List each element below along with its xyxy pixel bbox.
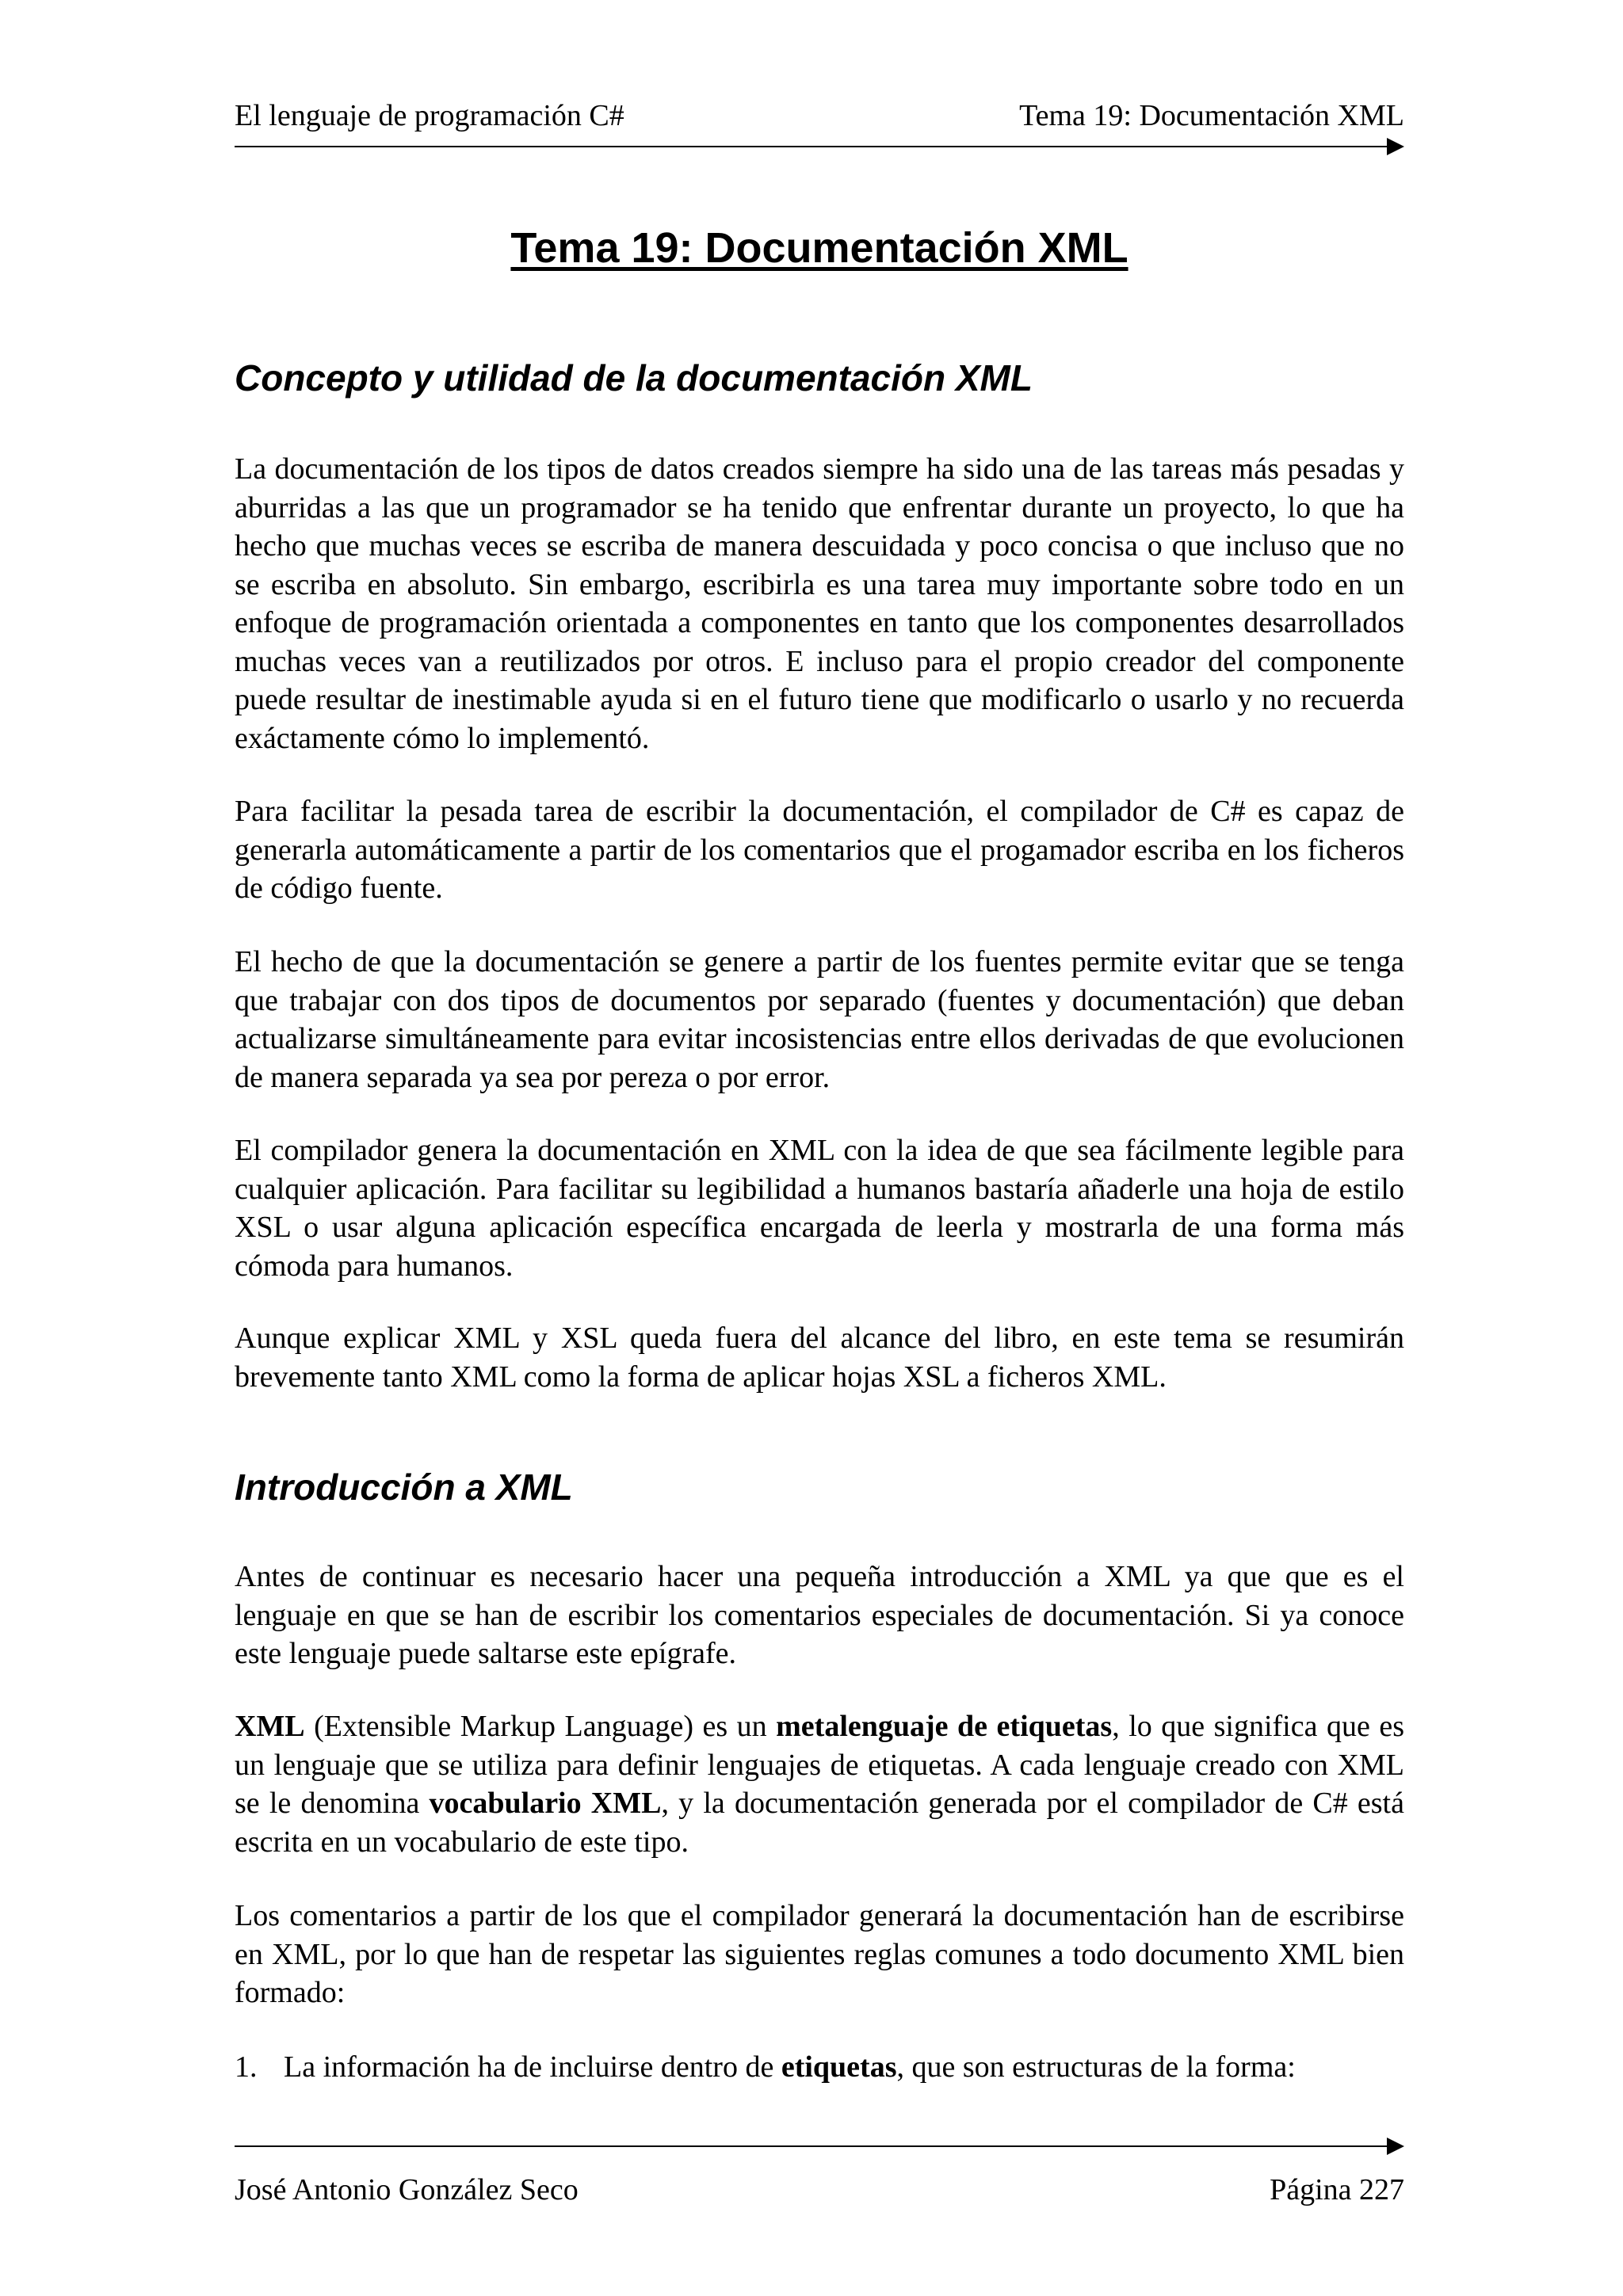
list-number: 1.	[235, 2050, 258, 2084]
bold-term: metalenguaje de etiquetas	[776, 1710, 1113, 1743]
list-item	[235, 2048, 1404, 2086]
header-book-title: El lenguaje de programación C#	[235, 99, 624, 132]
page-number: Página 227	[1270, 2173, 1404, 2206]
header-rule-arrow	[235, 138, 1404, 155]
paragraph: Aunque explicar XML y XSL queda fuera del alcance del libro, en este tema se resumirán brevemente tanto XML como la forma de aplicar hojas XSL a ficheros XML.	[235, 1322, 1404, 1394]
footer-rule-arrow	[235, 2138, 1404, 2155]
paragraph: El compilador genera la documentación en XML con la idea de que sea fácilmente legible para cualquier aplicación. Para facilitar su legibilidad a humanos bastaría añaderle una hoja de estilo XSL o usar alguna aplicación específica encargada de leerla y mostrarla de una forma más cómoda para humanos.	[235, 1134, 1404, 1283]
paragraph: Para facilitar la pesada tarea de escribir la documentación, el compilador de C# es capaz de generarla automáticamente a partir de los comentarios que el progamador escriba en los ficheros de código fuente.	[235, 795, 1404, 905]
bold-term: XML	[235, 1710, 305, 1743]
paragraph: El hecho de que la documentación se genere a partir de los fuentes permite evitar que se tenga que trabajar con dos tipos de documentos por separado (fuentes y documentación) que deban actualizarse simultáneamente para evitar incosistencias entre ellos derivadas de que evolucionen de manera separada ya sea por pereza o por error.	[235, 945, 1404, 1094]
paragraph: Antes de continuar es necesario hacer una pequeña introducción a XML ya que que es el lenguaje en que se han de escribir los comentarios especiales de documentación. Si ya conoce este lenguaje puede saltarse este epígrafe.	[235, 1560, 1404, 1670]
page-title: Tema 19: Documentación XML	[510, 224, 1128, 272]
page-footer	[235, 2172, 1404, 2207]
paragraph: La documentación de los tipos de datos creados siempre ha sido una de las tareas más pesadas y aburridas a las que un programador se ha tenido que enfrentar durante un proyecto, lo que ha hecho que muchas veces se escriba de manera descuidada y poco concisa o que incluso que no se escriba en absoluto. Sin embargo, escribirla es una tarea muy importante sobre todo en un enfoque de programación orientada a componentes en tanto que los componentes desarrollados muchas veces van a reutilizados por otros. E incluso para el propio creador del componente puede resultar de inestimable ayuda si en el futuro tiene que modificarlo o usarlo y no recuerda exáctamente cómo lo implementó.	[235, 452, 1404, 755]
header-chapter-title: Tema 19: Documentación XML	[1019, 99, 1404, 132]
section-heading-introduccion: Introducción a XML	[235, 1466, 573, 1508]
bold-term: vocabulario XML	[429, 1787, 662, 1820]
list-item-text: La información ha de incluirse dentro de etiquetas, que son estructuras de la forma:	[284, 2050, 1296, 2084]
paragraph-xml-definition: XML (Extensible Markup Language) es un metalenguaje de etiquetas, lo que significa que es un lenguaje que se utiliza para definir lenguajes de etiquetas. A cada lenguaje creado con XML se le denomina vocabulario XML, y la documentación generada por el compilador de C# está escrita en un vocabulario de este tipo.	[235, 1710, 1404, 1859]
footer-author: José Antonio González Seco	[235, 2173, 579, 2206]
page-header	[235, 98, 1404, 133]
section-heading-concepto: Concepto y utilidad de la documentación XML	[235, 357, 1033, 399]
paragraph: Los comentarios a partir de los que el compilador generará la documentación han de escribirse en XML, por lo que han de respetar las siguientes reglas comunes a todo documento XML bien formado:	[235, 1899, 1404, 2009]
bold-term: etiquetas	[781, 2050, 897, 2084]
